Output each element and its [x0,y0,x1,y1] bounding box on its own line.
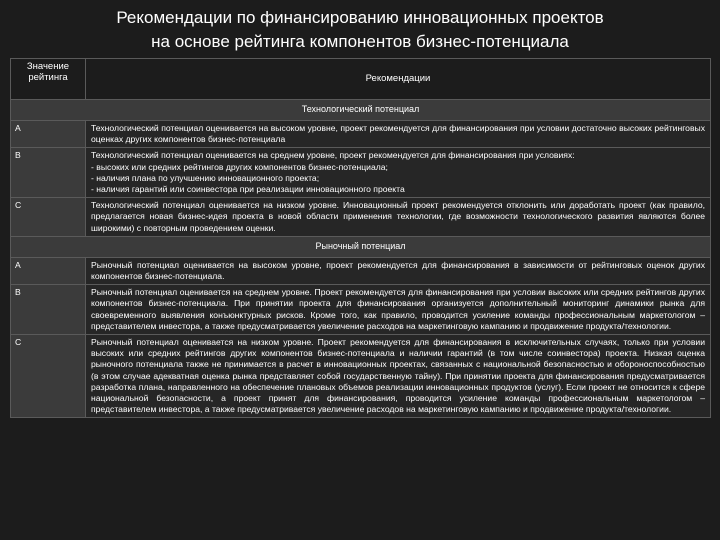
text-line: - высоких или средних рейтингов других компонентов бизнес-потенциала; [91,161,388,172]
slide-title [0,6,720,54]
header-recommendations: Рекомендации [86,59,711,100]
recommendation-text [86,285,711,335]
table-row [11,285,711,335]
recommendation-text [86,198,711,237]
header-rating-line-2: рейтинга [28,72,68,84]
recommendation-text [86,148,711,198]
text-line: Технологический потенциал оценивается на низком уровне. Инновационный проект рекомендуется отклонить или доработать проект (как правило, предлагается новая бизнес-идея проекта в новой области применения технологии, где возможности технологического развития являются более широкими) с повторным проведением оценки. [91,200,705,233]
text-line: Технологический потенциал оценивается на среднем уровне, проект рекомендуется для финансирования при условиях: [91,150,575,161]
recommendation-text [86,257,711,284]
text-line: - наличия гарантий или соинвестора при реализации инновационного проекта [91,184,405,195]
title-line-1: Рекомендации по финансированию инновационных проектов [116,8,604,27]
table-row [11,257,711,284]
table-row [11,121,711,148]
rating-grade: A [11,257,86,284]
text-line: Рыночный потенциал оценивается на среднем уровне. Проект рекомендуется для финансирования при условии высоких или средних рейтингов других компонентов бизнес-потенциала. При принятии проекта для финансирования организуется дополнительный мониторинг динамики рынка для своевременного выявления конъюнктурных рисков. Кроме того, как правило, проводится усиление команды профессиональным маркетологом – представителем инвестора, а также предусматривается увеличение расходов на маркетинговую кампанию и продвижение продукта/технологии. [91,287,705,331]
recommendation-text [86,335,711,418]
rating-grade: C [11,335,86,418]
text-line: Технологический потенциал оценивается на высоком уровне, проект рекомендуется для финансирования при условии достаточно высоких рейтинговых оценках других компонентов бизнес-потенциала [91,123,705,145]
title-line-2: на основе рейтинга компонентов бизнес-потенциала [151,32,569,51]
rating-grade: C [11,198,86,237]
text-line: Рыночный потенциал оценивается на высоком уровне, проект рекомендуется для финансирования в зависимости от рейтинговых оценок других компонентов бизнес-потенциала. [91,259,705,282]
header-rating-line-1: Значение [26,61,70,72]
table-header-row [11,59,711,100]
text-line: - наличия плана по улучшению инновационного проекта; [91,172,320,183]
table-row [11,335,711,418]
text-line: Рыночный потенциал оценивается на низком уровне. Проект рекомендуется для финансирования в исключительных случаях, только при условии высоких или средних рейтингов других компонентов бизнес-потенциала и наличии гарантий (в том числе соинвестора) проекта. Низкая оценка рыночного потенциала также не принимается в расчет в инновационных проектах, связанных с национальной безопасностью и обороноспособностью (в этом случае адекватная оценка рынка представляет собой государственную тайну). При принятии проекта для финансирования предусматривается разработка плана, направленного на обеспечение плановых объемов реализации инновационных продуктов (услуг). Если проект не относится к сфере национальной безопасности, а проект принят для финансирования, проводится усиление команды профессиональным маркетологом – представителем инвестора, а также предусматривается увеличение расходов на маркетинговую кампанию и продвижение продукта/технологии. [91,337,705,415]
rating-grade: B [11,285,86,335]
section-title: Рыночный потенциал [11,236,711,257]
table-row [11,148,711,198]
rating-grade: B [11,148,86,198]
header-rating-value [11,59,86,100]
recommendation-text [86,121,711,148]
section-row-market [11,236,711,257]
recommendations-table [10,58,711,418]
section-title: Технологический потенциал [11,100,711,121]
rating-grade: A [11,121,86,148]
section-row-technology [11,100,711,121]
table-row [11,198,711,237]
